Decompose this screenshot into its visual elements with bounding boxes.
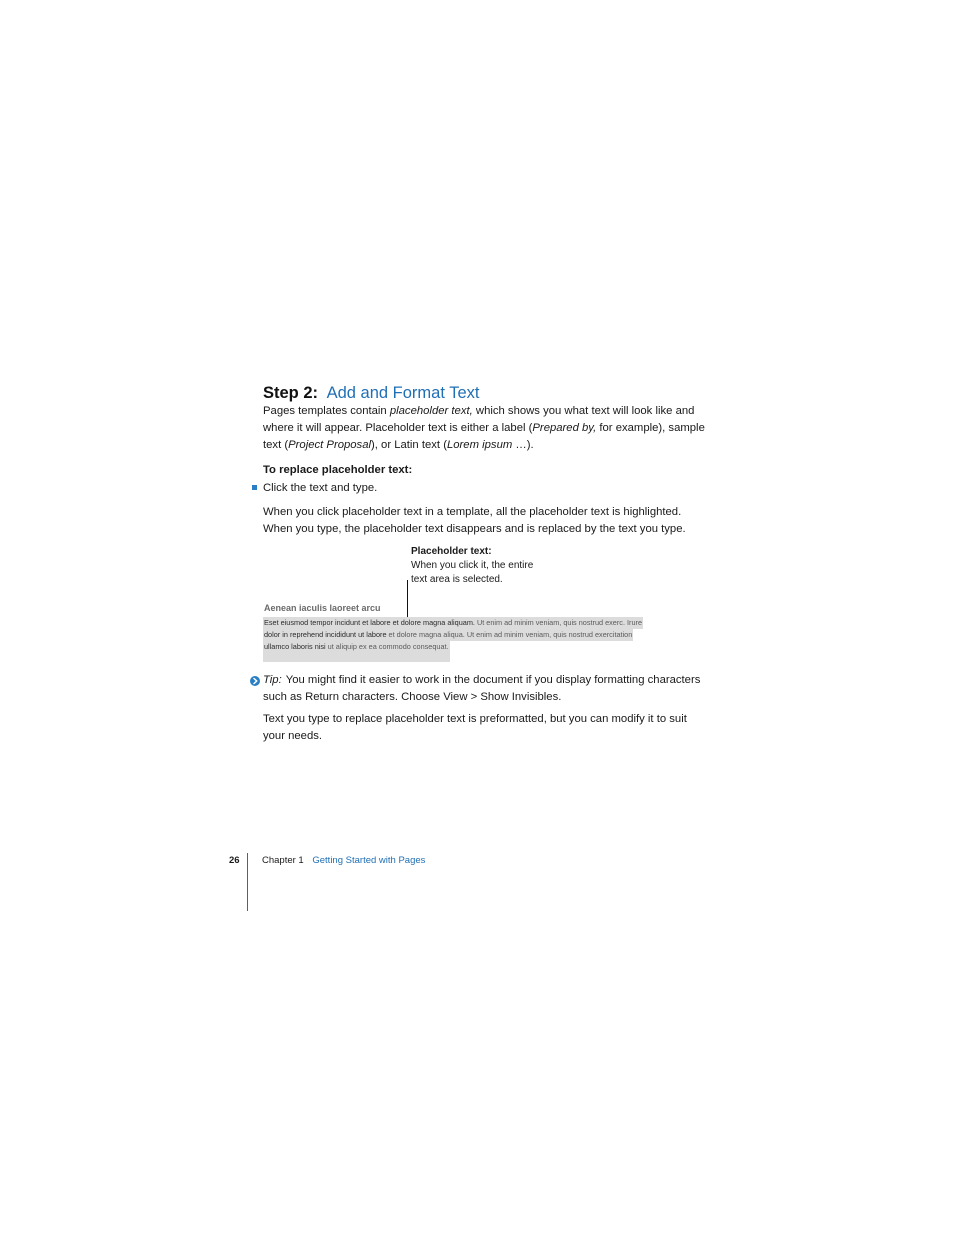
callout-body: When you click it, the entire text area is selected. [411, 560, 534, 585]
placeholder-line-2-strong: dolor in reprehend incididunt ut labore [264, 630, 387, 639]
intro-paragraph [263, 403, 708, 454]
intro-text-1: Pages templates contain [263, 405, 390, 417]
intro-text-2: which shows you what text will look like and where it will appear. Placeholder text is either a label ( [263, 405, 695, 434]
chapter-footer [262, 855, 425, 866]
placeholder-heading: Aenean iaculis laoreet arcu [264, 603, 381, 613]
intro-text-4: ), or Latin text ( [371, 439, 447, 451]
bullet-item: Click the text and type. [263, 482, 378, 494]
placeholder-line-1 [263, 617, 643, 629]
callout-line [407, 580, 408, 618]
footer-rule [247, 853, 248, 911]
chapter-label: Chapter 1 [262, 855, 304, 866]
callout-title: Placeholder text: [411, 546, 492, 557]
final-paragraph: Text you type to replace placeholder text is preformatted, but you can modify it to suit your needs. [263, 713, 687, 742]
intro-text-5: …). [512, 439, 534, 451]
tip-paragraph [263, 672, 703, 706]
placeholder-line-2 [263, 629, 633, 641]
step-label: Step 2: [263, 384, 319, 402]
chapter-title: Getting Started with Pages [312, 855, 426, 866]
bullet-square-icon [252, 485, 257, 490]
placeholder-line-1-strong: Eset eiusmod tempor incidunt et labore et dolore magna aliquam. [264, 618, 475, 627]
placeholder-line-3 [263, 641, 450, 653]
step-title: Add and Format Text [326, 384, 480, 402]
intro-italic-1: placeholder text, [389, 405, 473, 417]
tip-label: Tip: [263, 674, 282, 686]
page-number: 26 [229, 855, 240, 866]
placeholder-line-2-rest: et dolore magna aliqua. Ut enim ad minim veniam, quis nostrud exercitation [386, 630, 633, 639]
placeholder-line-3-strong: ullamco laboris nisi [264, 642, 326, 651]
placeholder-selection-fill [263, 653, 450, 662]
intro-italic-2: Prepared by, [532, 422, 597, 434]
intro-italic-4: Lorem ipsum [446, 439, 513, 451]
intro-italic-3: Project Proposal [288, 439, 371, 451]
intro-text-3: for example), sample text ( [263, 422, 705, 451]
highlight-explanation: When you click placeholder text in a template, all the placeholder text is highlighted. When you type, the placeholder text disappears and is replaced by the text you type. [263, 506, 686, 535]
tip-text: You might find it easier to work in the document if you display formatting characters such as Return characters. Choose View > Show Invisibles. [263, 674, 701, 703]
placeholder-line-3-rest: ut aliquip ex ea commodo consequat. [325, 642, 449, 651]
procedure-heading: To replace placeholder text: [263, 464, 413, 476]
step-heading [263, 382, 479, 404]
placeholder-line-1-rest: Ut enim ad minim veniam, quis nostrud exerc. Irure [474, 618, 643, 627]
tip-arrow-icon [250, 676, 260, 686]
